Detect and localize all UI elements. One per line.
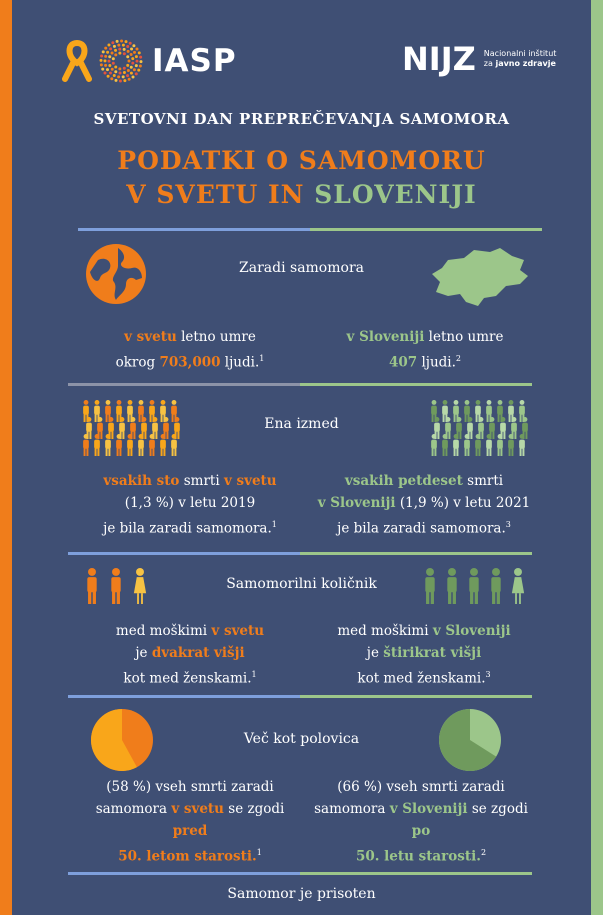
nijz-subtitle [484,49,557,69]
s3r-p3: je [366,645,384,661]
divider-2-left [68,383,300,386]
s4l-ref: 1 [256,848,262,857]
s4r-l3: po [411,823,431,839]
s1r-p2: letno umre [424,329,504,345]
s1l-p4: 703,000 [159,354,221,371]
s4l-l1: (58 %) vseh smrti zaradi [106,779,274,795]
s3l-p4: dvakrat višji [151,645,245,661]
divider-3-left [68,552,300,555]
section-1-right-text [310,326,540,374]
section-2-right-text [306,470,542,540]
slovenia-map-icon [430,246,530,308]
s2r-p4: (1,9 %) v letu 2021 [395,495,531,511]
s4l-p2: v svetu [171,801,224,817]
s2r-l3: je bila zaradi samomora. [337,520,506,537]
s4r-ref: 2 [480,848,487,857]
s2l-l3: je bila zaradi samomora. [103,520,272,537]
s1l-ref: 1 [259,354,265,363]
nijz-logo [402,40,556,78]
s2r-p3: v Sloveniji [317,495,396,511]
section-2-left-text [80,470,300,540]
title-part-world: V SVETU IN [126,180,315,209]
s4r-l1: (66 %) vseh smrti zaradi [337,779,505,795]
s2l-ref: 1 [271,520,277,529]
divider-4-right [300,695,532,698]
nijz-sub-bold: javno zdravje [495,59,556,68]
s2r-p2: smrti [462,473,504,489]
page-title-line1: PODATKI O SAMOMORU [117,146,486,175]
s1r-ref: 2 [455,354,462,363]
crowd-icon-slovenia [428,398,528,456]
nijz-sub-line1: Nacionalni inštitut [483,49,557,58]
section-1-left-text [80,326,300,374]
dotted-circle-icon [98,38,144,84]
divider-1-right [310,228,542,231]
s4l-p3: se zgodi [223,801,285,817]
s4r-p3: se zgodi [467,801,528,817]
s1l-p3: okrog [115,354,160,371]
section-3-right-text [306,620,542,690]
footer-text: Samomor je prisoten [227,886,376,902]
left-orange-bar [0,0,12,915]
divider-4-left [68,695,300,698]
s3l-p3: je [135,645,152,661]
section-4-right-text [300,776,542,868]
section-3-label: Samomorilni količnik [226,576,377,592]
s3r-p1: med moškimi [337,623,433,639]
section-1-label: Zaradi samomora [239,260,364,276]
section-3-left-text [80,620,300,690]
page-title-line2 [12,180,591,209]
iasp-logo [62,38,237,84]
divider-1-left [78,228,310,231]
section-4-label: Več kot polovica [243,731,360,747]
awareness-ribbon-icon [62,39,92,83]
s1l-p2: letno umre [176,329,256,345]
s3r-ref: 3 [485,670,491,679]
divider-2-right [300,383,532,386]
s3l-p2: v svetu [211,623,265,639]
s4r-l4: 50. letu starosti. [355,848,481,865]
divider-3-right [300,552,532,555]
s2l-p2: smrti [179,473,224,489]
divider-5-left [68,872,300,875]
s3l-ref: 1 [251,670,257,679]
s1r-p3: 407 [388,354,418,371]
page-subtitle: SVETOVNI DAN PREPREČEVANJA SAMOMORA [93,110,510,128]
s2l-p1: vsakih sto [103,473,180,489]
s4l-l4: 50. letom starosti. [118,848,257,865]
s3r-p4: štirikrat višji [383,645,482,661]
iasp-logo-text: IASP [152,43,237,79]
right-green-bar [591,0,603,915]
s2l-p3: v svetu [223,473,277,489]
s3l-p1: med moškimi [115,623,212,639]
s4r-p2: v Sloveniji [389,801,468,817]
section-2-label: Ena izmed [264,416,339,432]
s1l-p5: ljudi. [220,354,260,371]
s2r-p1: vsakih petdeset [344,473,463,489]
s4l-p1: samomora [95,801,172,817]
s3r-l3: kot med ženskami. [357,670,486,687]
s1r-p1: v Sloveniji [346,329,425,345]
s1l-p1: v svetu [124,329,177,345]
s3r-p2: v Sloveniji [432,623,511,639]
people-icon-slovenia [420,566,530,606]
title-part-slovenia: SLOVENIJI [314,180,477,209]
pie-chart-icon-slovenia [436,706,504,774]
s2l-l2: (1,3 %) v letu 2019 [124,495,256,511]
s1r-p4: ljudi. [417,354,456,371]
s4r-p1: samomora [314,801,390,817]
nijz-logo-text: NIJZ [402,40,476,78]
s3l-l3: kot med ženskami. [123,670,252,687]
s2r-ref: 3 [505,520,511,529]
section-4-left-text [80,776,300,868]
divider-5-right [300,872,532,875]
s4l-l3: pred [172,823,208,839]
nijz-sub-line2: za [483,59,496,68]
